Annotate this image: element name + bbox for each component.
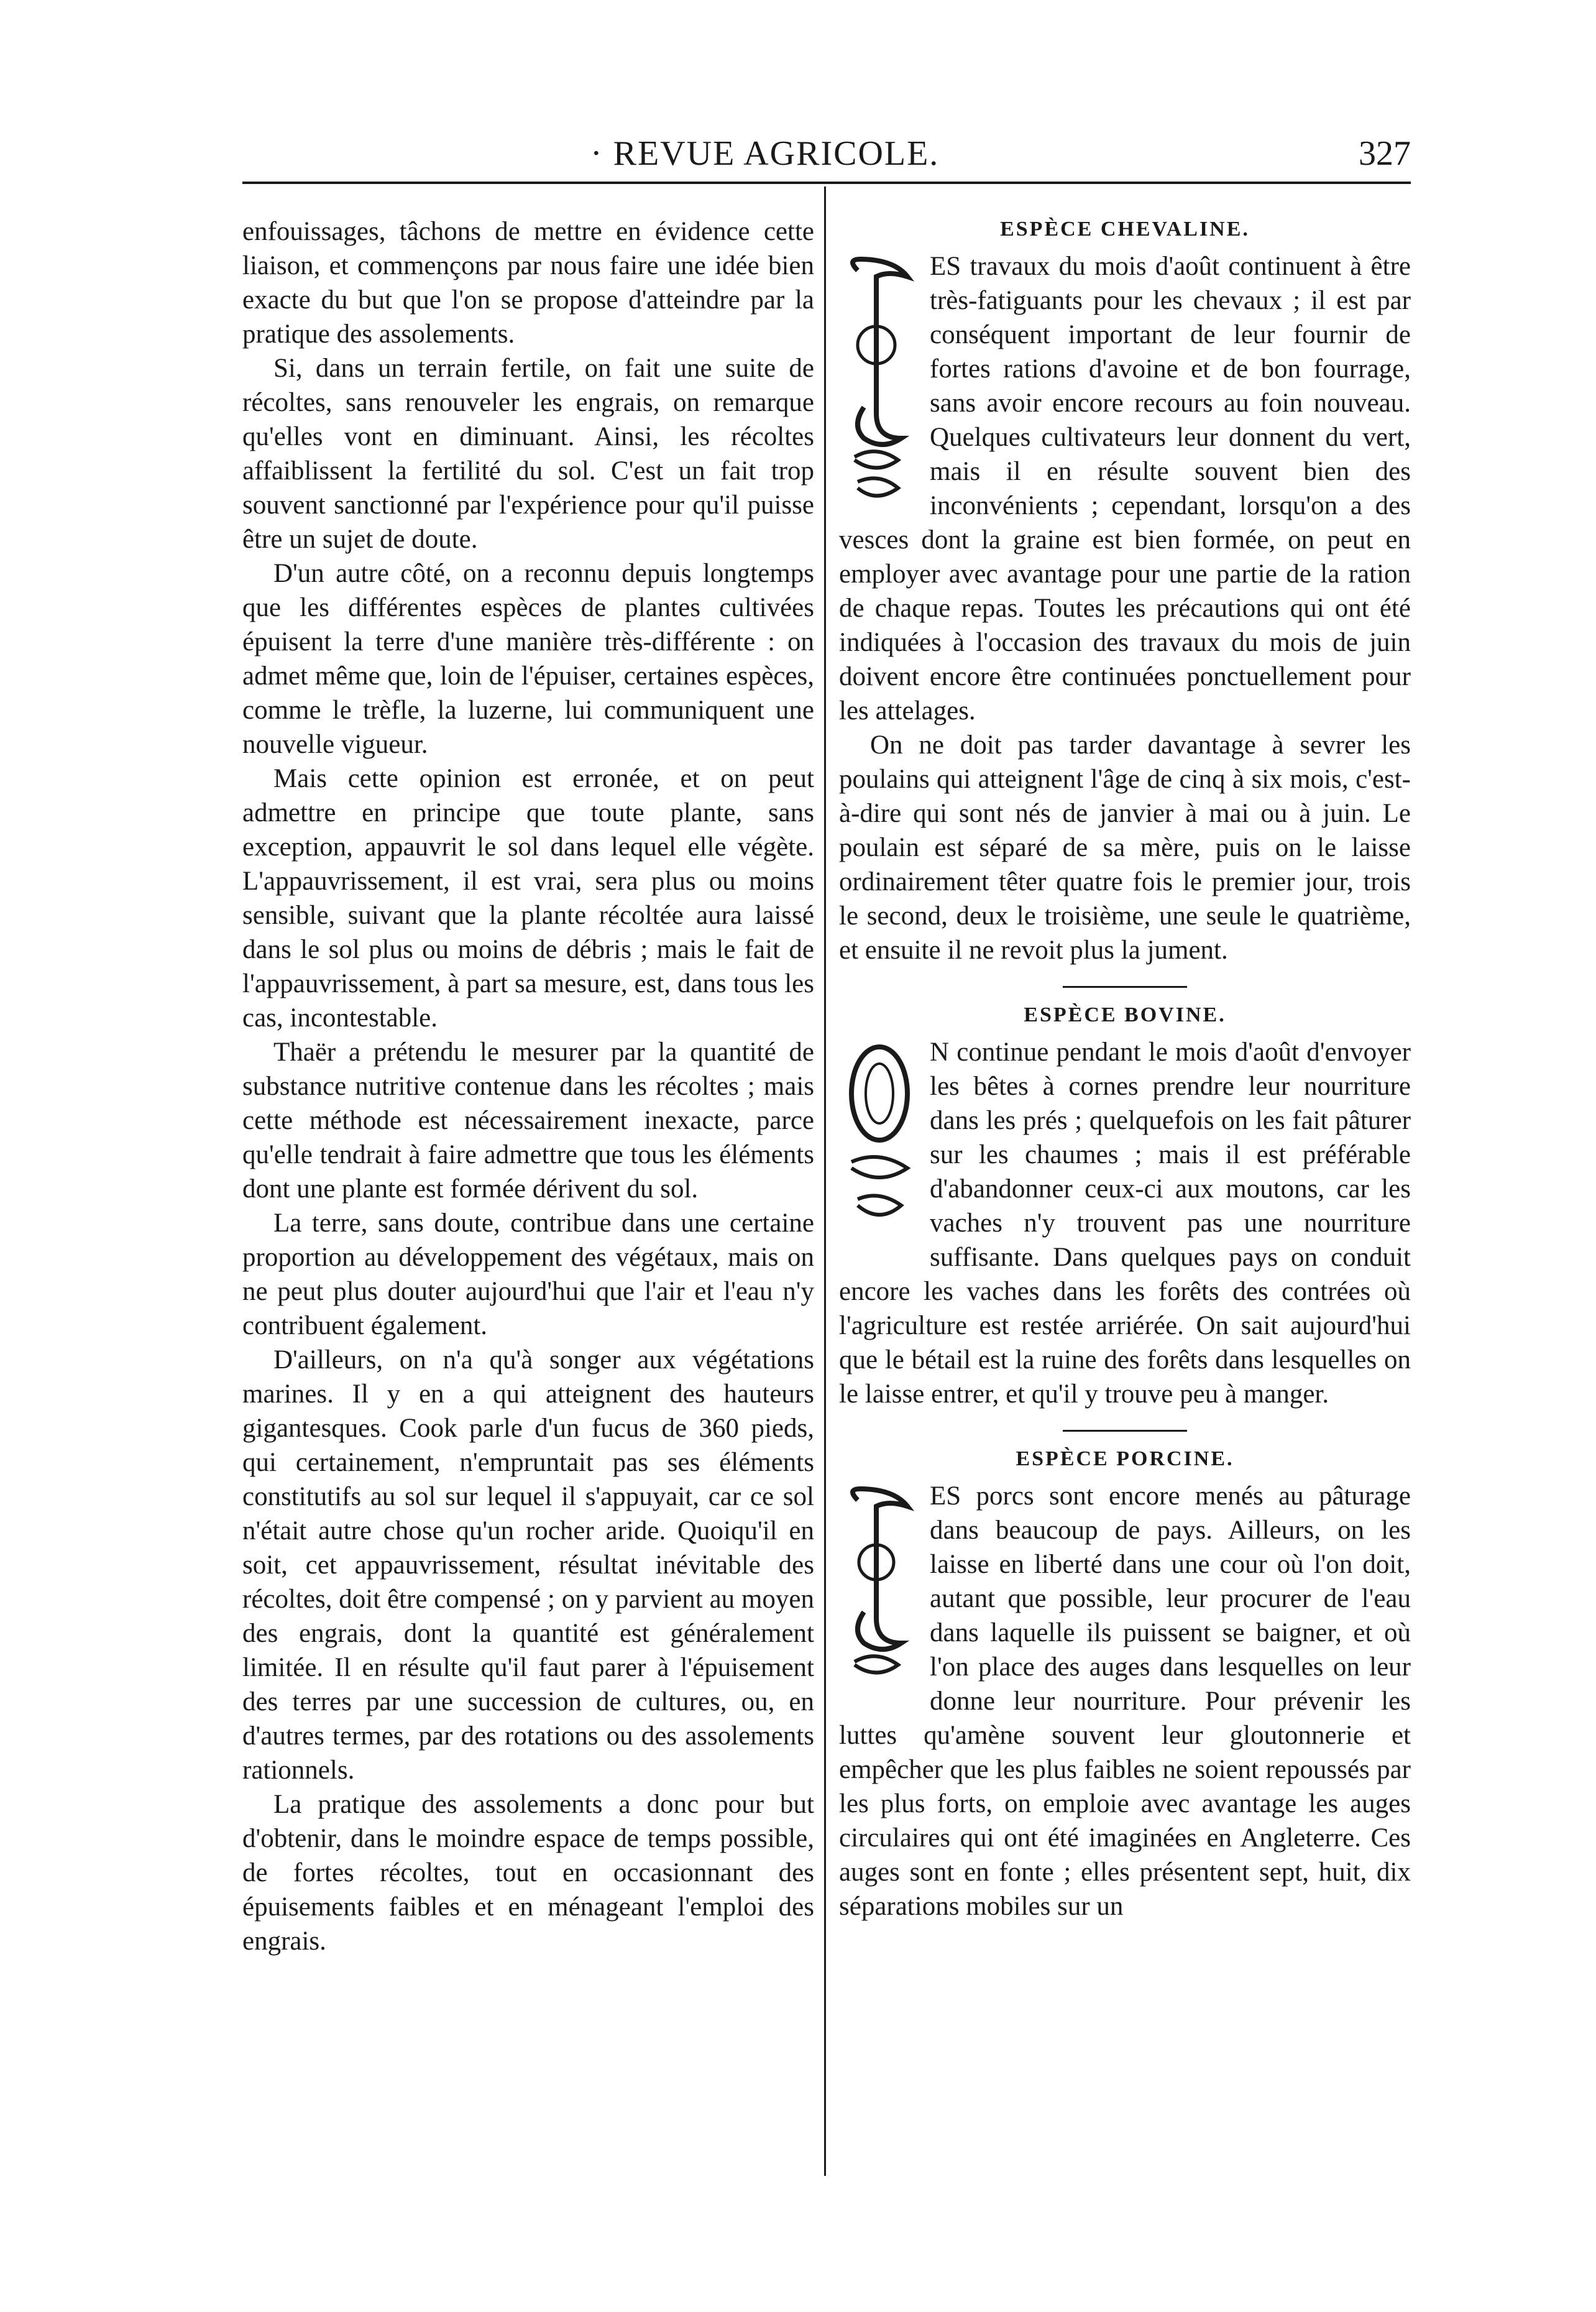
paragraph: N continue pendant le mois d'août d'envoyer les bêtes à cornes prendre leur nourriture dans les prés ; quelquefois on les fait pâturer sur les chaumes ; mais il est préférable d'abandonner ceux-ci aux moutons, car les vaches n'y trouvent pas une nourriture suffisante. Dans quelques pays on conduit encore les vaches dans les forêts des contrées où l'agriculture est restée arriérée. On sait aujourd'hui que le bétail est la ruine des forêts dans lesquelles on le laisse entrer, et qu'il y trouve peu à manger. xyxy=(839,1038,1411,1409)
section-rule xyxy=(1063,1430,1187,1432)
ornamental-dropcap-l-icon xyxy=(839,1481,920,1705)
header-rule xyxy=(242,182,1411,184)
ornamental-dropcap-l-icon xyxy=(839,252,920,513)
column-divider xyxy=(824,187,826,2176)
paragraph: La pratique des assolements a donc pour but d'obtenir, dans le moindre espace de temps possible, de fortes récoltes, tout en occasionnant des épuisements faibles et en ménageant l'emploi des engrais. xyxy=(242,1790,814,1956)
paragraph: Thaër a prétendu le mesurer par la quantité de substance nutritive contenue dans les récoltes ; mais cette méthode est nécessairement inexacte, parce qu'elle tendrait à faire admettre que tous les éléments dont une plante est formée dérivent du sol. xyxy=(242,1038,814,1204)
section-title: ESPÈCE PORCINE. xyxy=(1016,1447,1234,1470)
section-porcine xyxy=(839,1444,1411,1923)
right-column xyxy=(839,214,1411,2154)
paragraph: ES travaux du mois d'août continuent à être très-fatiguants pour les chevaux ; il est par conséquent important de leur fournir de fortes rations d'avoine et de bon fourrage, sans avoir encore recours au foin nouveau. Quelques cultivateurs leur donnent du vert, mais il en résulte souvent bien des inconvénients ; cependant, lorsqu'on a des vesces dont la graine est bien formée, on peut en employer avec avantage pour une partie de la ration de chaque repas. Toutes les précautions qui ont été indiquées à l'occasion des travaux du mois de juin doivent encore être continuées ponctuellement pour les attelages. xyxy=(839,252,1411,725)
paragraph: Mais cette opinion est erronée, et on peut admettre en principe que toute plante, sans exception, appauvrit le sol dans lequel elle végète. L'appauvrissement, il est vrai, sera plus ou moins sensible, suivant que la plante récoltée aura laissé dans le sol plus ou moins de débris ; mais le fait de l'appauvrissement, à part sa mesure, est, dans tous les cas, incontestable. xyxy=(242,764,814,1033)
paragraph: ES porcs sont encore menés au pâturage dans beaucoup de pays. Ailleurs, on les laisse en liberté dans une cour où l'on doit, autant que possible, leur procurer de l'eau dans laquelle ils puissent se baigner, et où l'on place des auges dans lesquelles on leur donne leur nourriture. Pour prévenir les luttes qu'amène souvent leur gloutonnerie et empêcher que les plus faibles ne soient repoussés par les plus forts, on emploie avec avantage les auges circulaires qui ont été imaginées en Angleterre. Ces auges sont en fonte ; elles présentent sept, huit, dix séparations mobiles sur un xyxy=(839,1481,1411,1921)
ornamental-dropcap-l-icon xyxy=(839,252,920,513)
left-column xyxy=(242,214,814,2154)
section-title: ESPÈCE CHEVALINE. xyxy=(1000,218,1250,241)
paragraph: D'ailleurs, on n'a qu'à songer aux végétations marines. Il y en a qui atteignent des hauteurs gigantesques. Cook parle d'un fucus de 360 pieds, qui certainement, n'empruntait pas ses éléments constitutifs au sol sur lequel il s'appuyait, car ce sol n'était autre chose qu'un rocher aride. Quoiqu'il en soit, cet appauvrissement, résultat inévitable des récoltes, doit être compensé ; on y parvient au moyen des engrais, dont la quantité est généralement limitée. Il en résulte qu'il faut parer à l'épuisement des terres par une succession de cultures, ou, en d'autres termes, par des rotations ou des assolements rationnels. xyxy=(242,1345,814,1785)
running-title: · REVUE AGRICOLE. xyxy=(590,134,940,173)
section-chevaline xyxy=(839,214,1411,967)
ornamental-dropcap-l-icon xyxy=(839,1481,920,1705)
page-number: 327 xyxy=(1359,134,1411,173)
section-title: ESPÈCE BOVINE. xyxy=(1024,1003,1226,1026)
ornamental-dropcap-o-icon xyxy=(839,1038,920,1243)
paragraph: enfouissages, tâchons de mettre en évidence cette liaison, et commençons par nous faire une idée bien exacte du but que l'on se propose d'atteindre par la pratique des assolements. xyxy=(242,217,814,349)
section-bovine xyxy=(839,1000,1411,1411)
section-rule xyxy=(1063,986,1187,988)
running-header xyxy=(242,134,1411,177)
paragraph: La terre, sans doute, contribue dans une certaine proportion au développement des végétaux, mais on ne peut plus douter aujourd'hui que l'air et l'eau n'y contribuent également. xyxy=(242,1209,814,1340)
paragraph: Si, dans un terrain fertile, on fait une suite de récoltes, sans renouveler les engrais, on remarque qu'elles vont en diminuant. Ainsi, les récoltes affaiblissent la fertilité du sol. C'est un fait trop souvent sanctionné par l'expérience pour qu'il puisse être un sujet de doute. xyxy=(242,354,814,554)
ornamental-dropcap-o-icon xyxy=(839,1038,920,1243)
paragraph: D'un autre côté, on a reconnu depuis longtemps que les différentes espèces de plantes cultivées épuisent la terre d'une manière très-différente : on admet même que, loin de l'épuiser, certaines espèces, comme le trèfle, la luzerne, lui communiquent une nouvelle vigueur. xyxy=(242,559,814,759)
paragraph: On ne doit pas tarder davantage à sevrer les poulains qui atteignent l'âge de cinq à six mois, c'est-à-dire qui sont nés de janvier à mai ou à juin. Le poulain est séparé de sa mère, puis on le laisse ordinairement têter quatre fois le premier jour, trois le second, deux le troisième, une seule le quatrième, et ensuite il ne revoit plus la jument. xyxy=(839,730,1411,965)
